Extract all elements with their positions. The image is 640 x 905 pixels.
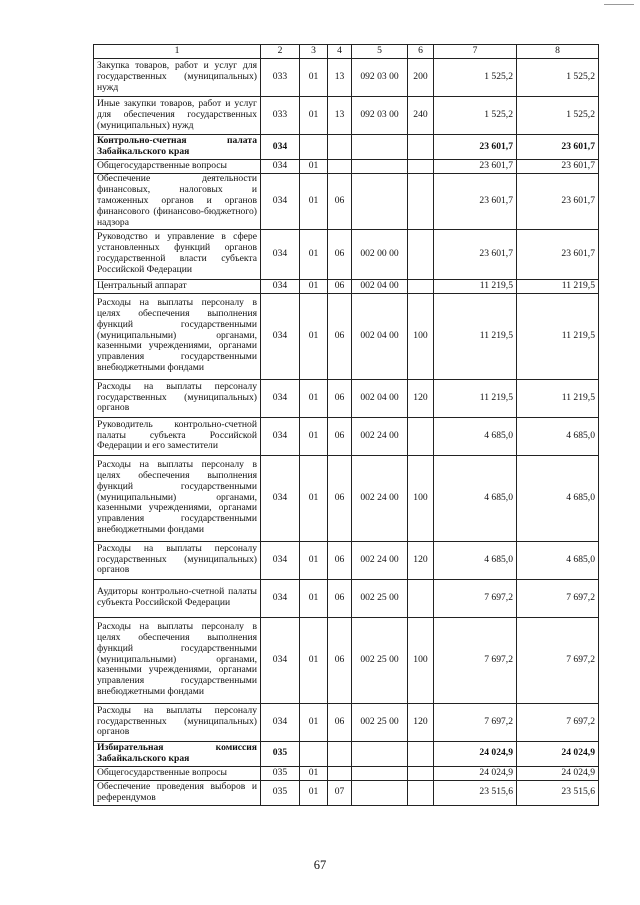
pr-cell: 06: [328, 229, 352, 279]
vr-cell: [408, 741, 434, 766]
rz-cell: 01: [300, 293, 328, 379]
vr-cell: 120: [408, 703, 434, 741]
table-row: [94, 59, 599, 97]
vr-cell: [408, 417, 434, 455]
sum-cell: 4 685,0: [434, 541, 517, 579]
vr-cell: 120: [408, 541, 434, 579]
csr-cell: 002 04 00: [352, 293, 408, 379]
row-name-cell: Аудиторы контрольно-счетной палаты субъекта Российской Федерации: [94, 579, 261, 617]
rz-cell: 01: [300, 703, 328, 741]
sum-cell: 23 601,7: [434, 160, 517, 174]
table-row: [94, 703, 599, 741]
page-number: 67: [313, 858, 327, 872]
ved-cell: 034: [261, 703, 300, 741]
table-row: [94, 229, 599, 279]
ved-cell: 034: [261, 174, 300, 230]
table-header-row: [94, 45, 599, 59]
ved-cell: 034: [261, 135, 300, 160]
row-name-cell: Руководство и управление в сфере установленных функций органов государственной власти субъекта Российской Федерации: [94, 229, 261, 279]
rz-cell: 01: [300, 59, 328, 97]
column-header: 8: [517, 45, 599, 59]
ved-cell: 034: [261, 417, 300, 455]
ved-cell: 035: [261, 741, 300, 766]
table-row: [94, 97, 599, 135]
rz-cell: 01: [300, 417, 328, 455]
table-row: [94, 617, 599, 703]
pr-cell: 06: [328, 279, 352, 293]
rz-cell: 01: [300, 766, 328, 780]
rz-cell: 01: [300, 617, 328, 703]
ved-cell: 034: [261, 229, 300, 279]
column-header: 4: [328, 45, 352, 59]
ved-cell: 034: [261, 160, 300, 174]
column-header: 3: [300, 45, 328, 59]
vr-cell: [408, 229, 434, 279]
sum-cell: 24 024,9: [434, 741, 517, 766]
sum-cell: 7 697,2: [517, 579, 599, 617]
sum-cell: 23 515,6: [517, 780, 599, 805]
row-name-cell: Обеспечение проведения выборов и референдумов: [94, 780, 261, 805]
ved-cell: 034: [261, 379, 300, 417]
csr-cell: [352, 741, 408, 766]
row-name-cell: Расходы на выплаты персоналу в целях обеспечения выполнения функций государственными (муниципальными) органами, казенными учреждениями, органами управления государственными внебюджетными фондами: [94, 455, 261, 541]
vr-cell: [408, 174, 434, 230]
csr-cell: 002 25 00: [352, 617, 408, 703]
row-name-cell: Избирательная комиссия Забайкальского края: [94, 741, 261, 766]
rz-cell: 01: [300, 174, 328, 230]
sum-cell: 7 697,2: [517, 703, 599, 741]
row-name-cell: Руководитель контрольно-счетной палаты субъекта Российской Федерации и его заместители: [94, 417, 261, 455]
row-name-cell: Контрольно-счетная палата Забайкальского края: [94, 135, 261, 160]
pr-cell: 06: [328, 174, 352, 230]
pr-cell: 06: [328, 541, 352, 579]
row-name-cell: Закупка товаров, работ и услуг для государственных (муниципальных) нужд: [94, 59, 261, 97]
rz-cell: 01: [300, 279, 328, 293]
row-name-cell: Общегосударственные вопросы: [94, 766, 261, 780]
vr-cell: 240: [408, 97, 434, 135]
column-header: 5: [352, 45, 408, 59]
ved-cell: 034: [261, 455, 300, 541]
ved-cell: 033: [261, 59, 300, 97]
pr-cell: 06: [328, 455, 352, 541]
pr-cell: 06: [328, 579, 352, 617]
csr-cell: 092 03 00: [352, 97, 408, 135]
sum-cell: 24 024,9: [517, 766, 599, 780]
rz-cell: 01: [300, 455, 328, 541]
sum-cell: 23 601,7: [517, 135, 599, 160]
rz-cell: 01: [300, 160, 328, 174]
corner-mark: [604, 4, 634, 5]
table-row: [94, 135, 599, 160]
ved-cell: 034: [261, 279, 300, 293]
column-header: 2: [261, 45, 300, 59]
pr-cell: [328, 135, 352, 160]
column-header: 1: [94, 45, 261, 59]
sum-cell: 4 685,0: [517, 455, 599, 541]
sum-cell: 23 515,6: [434, 780, 517, 805]
table-row: [94, 766, 599, 780]
table-row: [94, 741, 599, 766]
vr-cell: [408, 135, 434, 160]
row-name-cell: Расходы на выплаты персоналу в целях обеспечения выполнения функций государственными (муниципальными) органами, казенными учреждениями, органами управления государственными внебюджетными фондами: [94, 293, 261, 379]
rz-cell: 01: [300, 780, 328, 805]
csr-cell: [352, 174, 408, 230]
table-row: [94, 379, 599, 417]
csr-cell: 092 03 00: [352, 59, 408, 97]
csr-cell: 002 24 00: [352, 455, 408, 541]
pr-cell: [328, 160, 352, 174]
pr-cell: 07: [328, 780, 352, 805]
table-row: [94, 160, 599, 174]
sum-cell: 24 024,9: [434, 766, 517, 780]
csr-cell: 002 24 00: [352, 417, 408, 455]
pr-cell: 06: [328, 293, 352, 379]
column-header: 6: [408, 45, 434, 59]
pr-cell: 06: [328, 417, 352, 455]
pr-cell: 06: [328, 379, 352, 417]
sum-cell: 4 685,0: [517, 541, 599, 579]
csr-cell: [352, 135, 408, 160]
csr-cell: 002 04 00: [352, 279, 408, 293]
sum-cell: 4 685,0: [434, 417, 517, 455]
vr-cell: 200: [408, 59, 434, 97]
sum-cell: 23 601,7: [434, 174, 517, 230]
vr-cell: [408, 766, 434, 780]
row-name-cell: Общегосударственные вопросы: [94, 160, 261, 174]
sum-cell: 11 219,5: [517, 279, 599, 293]
sum-cell: 23 601,7: [517, 174, 599, 230]
vr-cell: 100: [408, 293, 434, 379]
csr-cell: 002 04 00: [352, 379, 408, 417]
pr-cell: 13: [328, 97, 352, 135]
sum-cell: 11 219,5: [517, 293, 599, 379]
vr-cell: [408, 780, 434, 805]
ved-cell: 034: [261, 293, 300, 379]
sum-cell: 23 601,7: [517, 160, 599, 174]
row-name-cell: Центральный аппарат: [94, 279, 261, 293]
vr-cell: 100: [408, 455, 434, 541]
sum-cell: 1 525,2: [517, 59, 599, 97]
pr-cell: [328, 741, 352, 766]
row-name-cell: Расходы на выплаты персоналу государственных (муниципальных) органов: [94, 703, 261, 741]
sum-cell: 23 601,7: [434, 135, 517, 160]
rz-cell: 01: [300, 97, 328, 135]
ved-cell: 035: [261, 766, 300, 780]
sum-cell: 4 685,0: [434, 455, 517, 541]
sum-cell: 7 697,2: [434, 617, 517, 703]
sum-cell: 23 601,7: [434, 229, 517, 279]
table-row: [94, 455, 599, 541]
table-row: [94, 279, 599, 293]
csr-cell: 002 24 00: [352, 541, 408, 579]
sum-cell: 23 601,7: [517, 229, 599, 279]
ved-cell: 034: [261, 579, 300, 617]
row-name-cell: Расходы на выплаты персоналу в целях обеспечения выполнения функций государственными (муниципальными) органами, казенными учреждениями, органами управления государственными внебюджетными фондами: [94, 617, 261, 703]
row-name-cell: Расходы на выплаты персоналу государственных (муниципальных) органов: [94, 379, 261, 417]
csr-cell: 002 00 00: [352, 229, 408, 279]
column-header: 7: [434, 45, 517, 59]
budget-table: [93, 44, 599, 806]
table-row: [94, 780, 599, 805]
ved-cell: 034: [261, 617, 300, 703]
ved-cell: 034: [261, 541, 300, 579]
pr-cell: [328, 766, 352, 780]
rz-cell: 01: [300, 379, 328, 417]
vr-cell: [408, 279, 434, 293]
sum-cell: 1 525,2: [434, 59, 517, 97]
sum-cell: 11 219,5: [434, 293, 517, 379]
rz-cell: [300, 135, 328, 160]
vr-cell: 120: [408, 379, 434, 417]
table-row: [94, 541, 599, 579]
pr-cell: 06: [328, 703, 352, 741]
sum-cell: 11 219,5: [434, 379, 517, 417]
row-name-cell: Расходы на выплаты персоналу государственных (муниципальных) органов: [94, 541, 261, 579]
sum-cell: 4 685,0: [517, 417, 599, 455]
table-row: [94, 417, 599, 455]
table-row: [94, 579, 599, 617]
table-row: [94, 174, 599, 230]
rz-cell: 01: [300, 541, 328, 579]
ved-cell: 033: [261, 97, 300, 135]
rz-cell: 01: [300, 579, 328, 617]
vr-cell: 100: [408, 617, 434, 703]
rz-cell: [300, 741, 328, 766]
row-name-cell: Иные закупки товаров, работ и услуг для обеспечения государственных (муниципальных) нужд: [94, 97, 261, 135]
csr-cell: 002 25 00: [352, 703, 408, 741]
csr-cell: [352, 160, 408, 174]
sum-cell: 1 525,2: [434, 97, 517, 135]
sum-cell: 24 024,9: [517, 741, 599, 766]
ved-cell: 035: [261, 780, 300, 805]
sum-cell: 1 525,2: [517, 97, 599, 135]
sum-cell: 7 697,2: [434, 579, 517, 617]
csr-cell: [352, 780, 408, 805]
table-body: [94, 59, 599, 806]
sum-cell: 7 697,2: [517, 617, 599, 703]
pr-cell: 13: [328, 59, 352, 97]
row-name-cell: Обеспечение деятельности финансовых, налоговых и таможенных органов и органов финансового (финансово-бюджетного) надзора: [94, 174, 261, 230]
table-row: [94, 293, 599, 379]
sum-cell: 11 219,5: [434, 279, 517, 293]
pr-cell: 06: [328, 617, 352, 703]
sum-cell: 11 219,5: [517, 379, 599, 417]
rz-cell: 01: [300, 229, 328, 279]
vr-cell: [408, 579, 434, 617]
csr-cell: 002 25 00: [352, 579, 408, 617]
csr-cell: [352, 766, 408, 780]
vr-cell: [408, 160, 434, 174]
sum-cell: 7 697,2: [434, 703, 517, 741]
